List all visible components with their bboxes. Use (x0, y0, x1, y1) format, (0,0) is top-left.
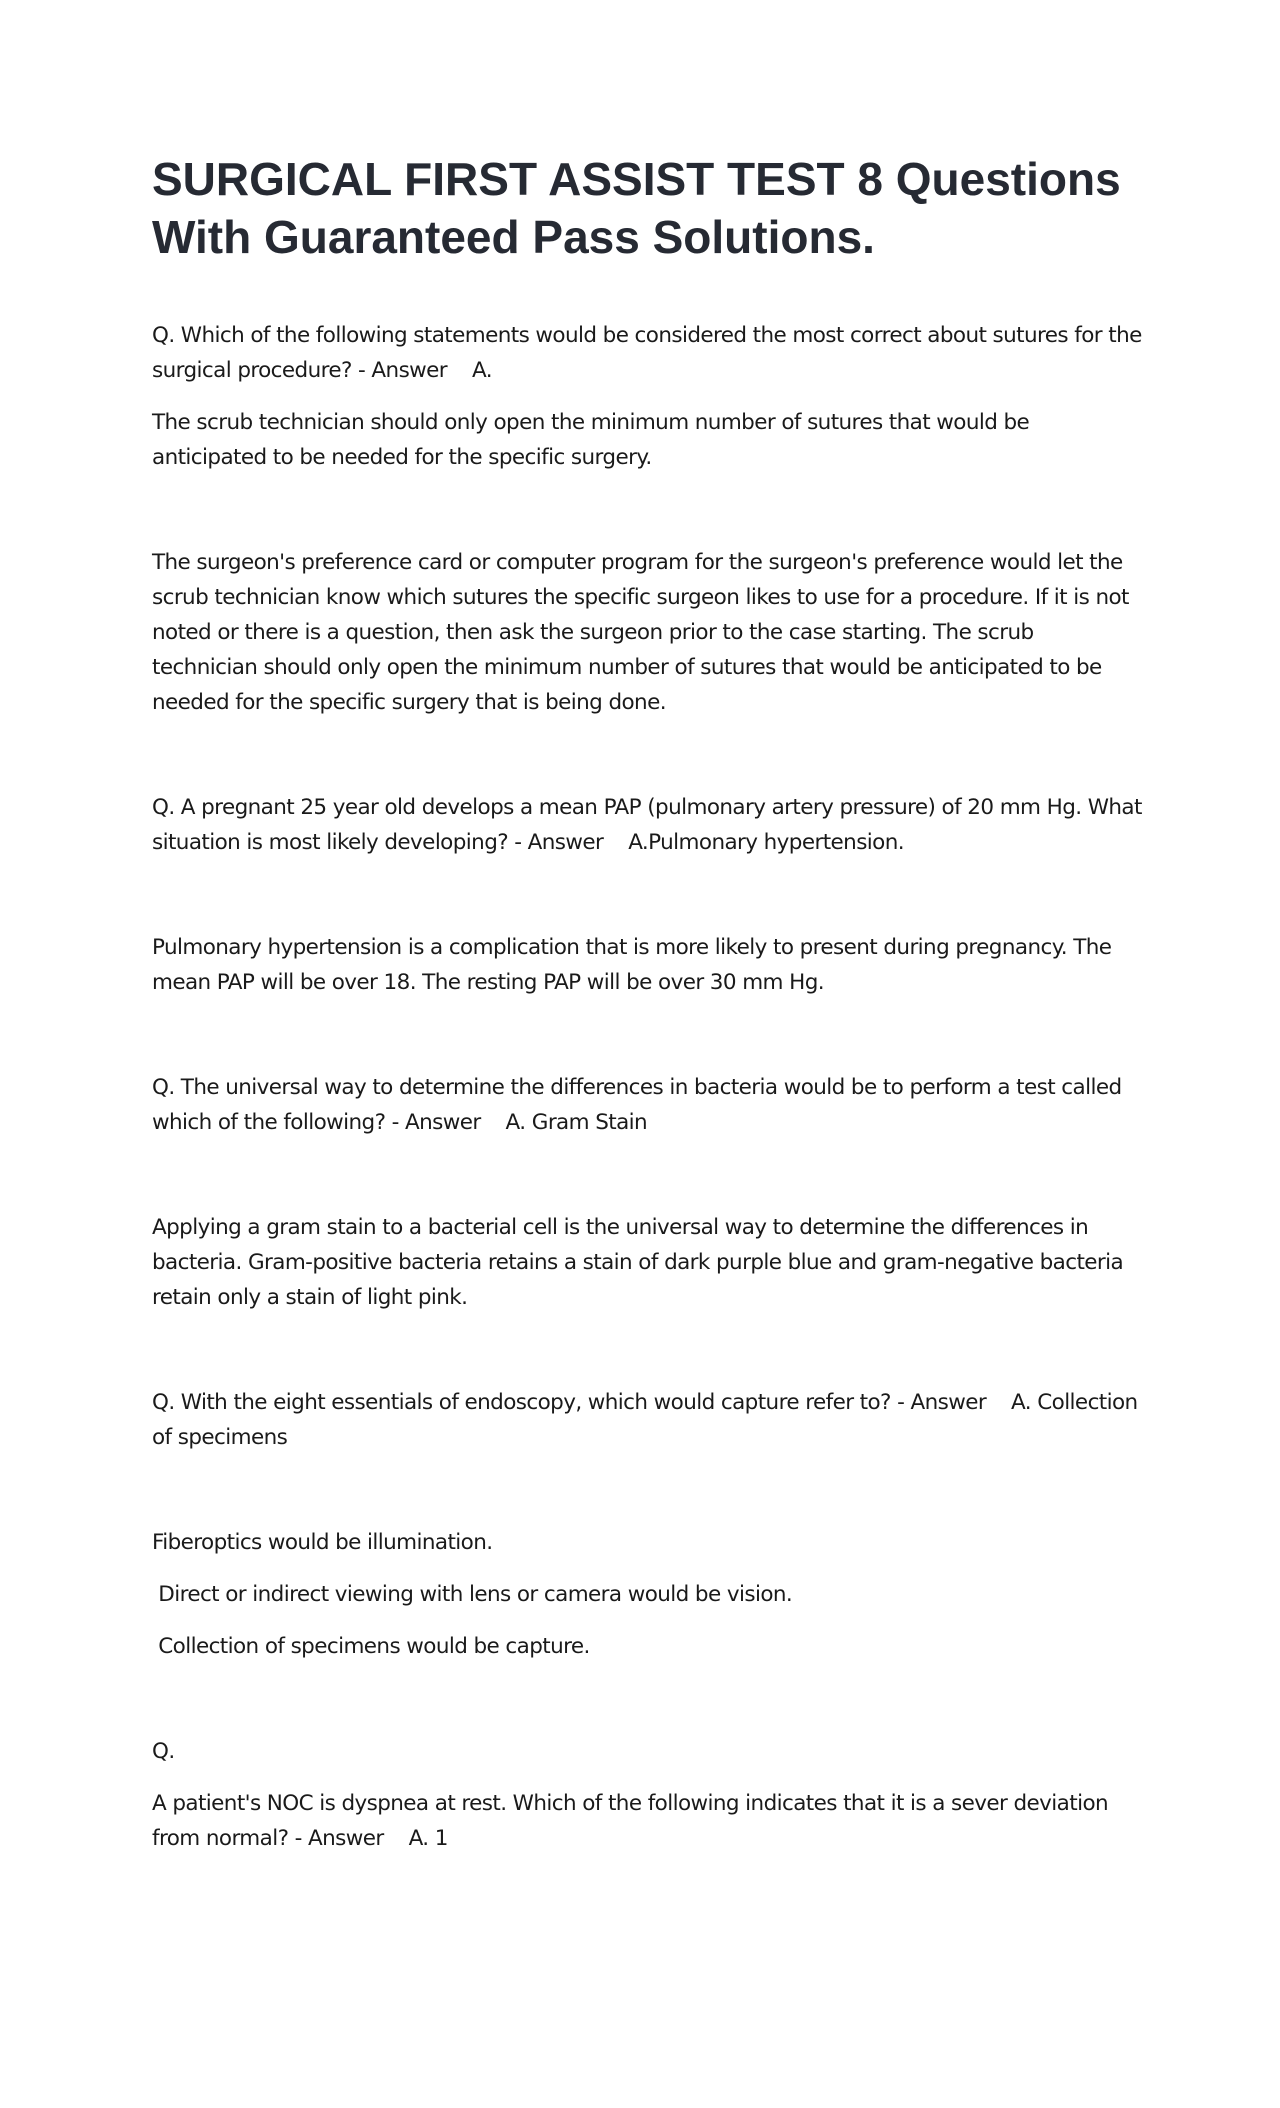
spacer (152, 492, 1142, 545)
question-5-label: Q. (152, 1739, 175, 1764)
document-title: SURGICAL FIRST ASSIST TEST 8 Questions With Guaranteed Pass Solutions. (152, 153, 1121, 263)
answer-3-explanation: Applying a gram stain to a bacterial cell is the universal way to determine the differences in bacteria. Gram-positive bacteria retains a stain of dark purple blue and gram-negative bacteria retain only a stain of light pink. (152, 1215, 1124, 1310)
question-2: Q. A pregnant 25 year old develops a mean PAP (pulmonary artery pressure) of 20 mm Hg. What situation is most likely developing? - Answer A.Pulmonary hypertension. (152, 795, 1142, 855)
answer-4-line-3: Collection of specimens would be capture. (152, 1634, 590, 1659)
spacer (152, 1681, 1142, 1734)
answer-4-line-2: Direct or indirect viewing with lens or camera would be vision. (152, 1582, 793, 1607)
question-4: Q. With the eight essentials of endoscopy, which would capture refer to? - Answer A. Collection of specimens (152, 1390, 1138, 1450)
spacer (152, 1017, 1142, 1070)
spacer (152, 737, 1142, 790)
answer-2-explanation: Pulmonary hypertension is a complication that is more likely to present during pregnancy. The mean PAP will be over 18. The resting PAP will be over 30 mm Hg. (152, 935, 1112, 995)
spacer (152, 1332, 1142, 1385)
answer-1-summary: The scrub technician should only open the minimum number of sutures that would be anticipated to be needed for the specific surgery. (152, 410, 1030, 470)
answer-4-line-1: Fiberoptics would be illumination. (152, 1530, 493, 1555)
question-3: Q. The universal way to determine the differences in bacteria would be to perform a test called which of the following? - Answer A. Gram Stain (152, 1075, 1122, 1135)
spacer (152, 877, 1142, 930)
spacer (152, 1157, 1142, 1210)
document-page (152, 150, 1142, 1873)
spacer (152, 1472, 1142, 1525)
question-5: A patient's NOC is dyspnea at rest. Which of the following indicates that it is a sever deviation from normal? - Answer A. 1 (152, 1791, 1109, 1851)
answer-1-explanation: The surgeon's preference card or computer program for the surgeon's preference would let the scrub technician know which sutures the specific surgeon likes to use for a procedure. If it is not noted or there is a question, then ask the surgeon prior to the case starting. The scrub technician should only open the minimum number of sutures that would be anticipated to be needed for the specific surgery that is being done. (152, 550, 1129, 715)
question-1: Q. Which of the following statements would be considered the most correct about sutures for the surgical procedure? - Answer A. (152, 323, 1142, 383)
